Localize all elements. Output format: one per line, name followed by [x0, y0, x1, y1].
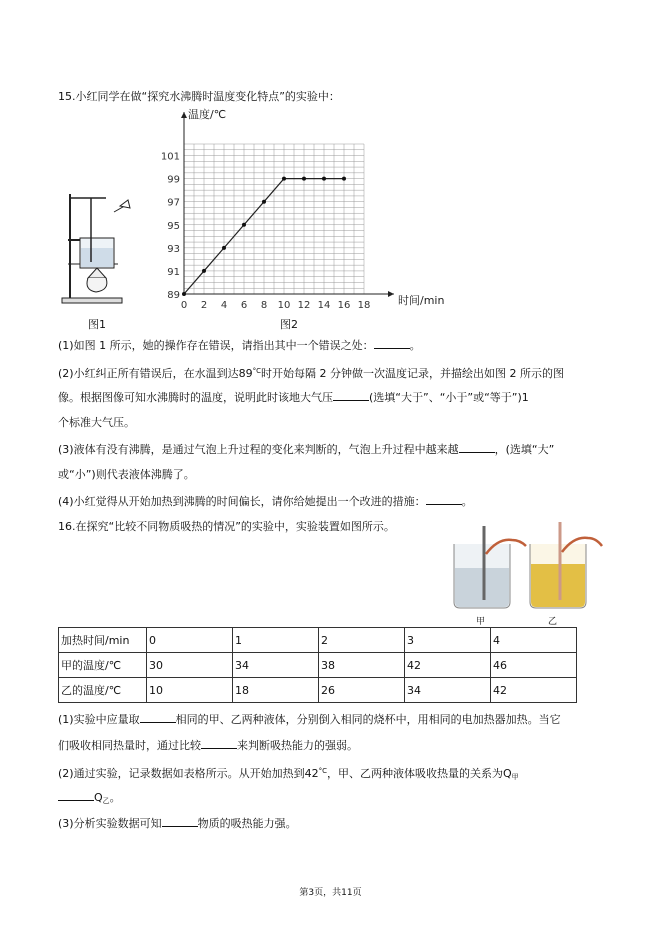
table-cell: 30: [147, 653, 233, 678]
q15-p3-line1: (3)液体有没有沸腾，是通过气泡上升过程的变化来判断的，气泡上升过程中越来越 ，(选填“大”: [58, 443, 555, 456]
fig1-apparatus: [58, 186, 138, 306]
y-tick-label: 99: [167, 174, 180, 186]
page-footer: 第3页，共11页: [299, 888, 362, 898]
table-cell: 34: [405, 678, 491, 703]
table-cell: 2: [319, 628, 405, 653]
data-point: [242, 223, 246, 227]
table-cell: 甲的温度/℃: [59, 653, 147, 678]
table-cell: 42: [491, 678, 577, 703]
y-axis-label: 温度/℃: [188, 108, 227, 121]
x-tick-label: 8: [260, 300, 268, 311]
table-cell: 0: [147, 628, 233, 653]
heating-data-table: [58, 627, 577, 703]
y-tick-label: 95: [167, 220, 180, 232]
beakers-illustration: [446, 518, 606, 622]
table-cell: 乙的温度/℃: [59, 678, 147, 703]
q15-p2-line3: 个标准大气压。: [58, 416, 135, 429]
data-point: [302, 177, 306, 181]
q16-p2-line1: (2)通过实验，记录数据如表格所示。从开始加热到$42^{^\circ C}$，甲、乙两种液体吸收热量的关系为$Q_甲$: [58, 767, 519, 781]
table-cell: 46: [491, 653, 577, 678]
data-point: [182, 292, 186, 296]
beaker-a-label: 甲: [476, 617, 486, 627]
x-tick-label: 10: [277, 300, 291, 311]
y-axis-arrow: [181, 112, 187, 118]
x-tick-label: 18: [357, 300, 371, 311]
table-row: [59, 678, 577, 703]
x-tick-label: 0: [180, 300, 188, 311]
data-point: [342, 177, 346, 181]
x-tick-label: 6: [240, 300, 248, 311]
x-tick-label: 16: [337, 300, 351, 311]
table-row: [59, 653, 577, 678]
table-row: [59, 628, 577, 653]
q15-p4: (4)小红觉得从开始加热到沸腾的时间偏长，请你给她提出一个改进的措施： 。: [58, 495, 473, 508]
data-point: [202, 269, 206, 273]
x-tick-label: 12: [297, 300, 311, 311]
table-cell: 38: [319, 653, 405, 678]
table-cell: 3: [405, 628, 491, 653]
table-cell: 10: [147, 678, 233, 703]
x-tick-label: 2: [200, 300, 208, 311]
table-cell: 26: [319, 678, 405, 703]
x-axis-label: 时间/min: [398, 294, 445, 307]
q16-p3: (3)分析实验数据可知 物质的吸热能力强。: [58, 817, 297, 830]
data-point: [322, 177, 326, 181]
y-tick-label: 89: [167, 290, 180, 301]
table-cell: 42: [405, 653, 491, 678]
x-axis-arrow: [388, 291, 394, 297]
q16-p2-line2: $Q_乙$。: [58, 790, 121, 808]
x-tick-label: 4: [220, 300, 228, 311]
q15-p2-line2: 像。根据图像可知水沸腾时的温度，说明此时该地大气压 (选填“大于”、“小于”或“等于”)1: [58, 391, 529, 404]
temperature-time-chart: [160, 104, 450, 316]
data-point: [262, 200, 266, 204]
beaker-b-label: 乙: [548, 617, 558, 627]
fig2-label: 图2: [280, 318, 298, 331]
q15-p2-line1: (2)小红纠正所有错误后，在水温到达$89^{^\circ C}$时开始每隔 2 分钟做一次温度记录，并描绘出如图 2 所示的图: [58, 367, 564, 380]
y-tick-label: 97: [167, 197, 180, 209]
y-tick-label: 101: [160, 151, 180, 163]
q15-p3-line2: 或“小”)则代表液体沸腾了。: [58, 468, 195, 481]
y-tick-label: 93: [167, 243, 180, 255]
table-cell: 34: [233, 653, 319, 678]
data-point: [282, 177, 286, 181]
y-tick-label: 91: [167, 266, 180, 278]
table-cell: 1: [233, 628, 319, 653]
q16-p1-line1: (1)实验中应量取 相同的甲、乙两种液体，分别倒入相同的烧杯中，用相同的电加热器加热。当它: [58, 713, 561, 726]
q16-p1-line2: 们吸收相同热量时，通过比较 来判断吸热能力的强弱。: [58, 739, 358, 752]
q15-p1: (1)如图 1 所示，她的操作存在错误，请指出其中一个错误之处： 。: [58, 339, 421, 352]
table-cell: 加热时间/min: [59, 628, 147, 653]
table-cell: 4: [491, 628, 577, 653]
data-point: [222, 246, 226, 250]
q15-title: 15.小红同学在做“探究水沸腾时温度变化特点”的实验中：: [58, 90, 340, 103]
x-tick-label: 14: [317, 300, 331, 311]
q16-title: 16.在探究“比较不同物质吸热的情况”的实验中，实验装置如图所示。: [58, 520, 395, 533]
fig1-label: 图1: [88, 318, 106, 331]
table-cell: 18: [233, 678, 319, 703]
